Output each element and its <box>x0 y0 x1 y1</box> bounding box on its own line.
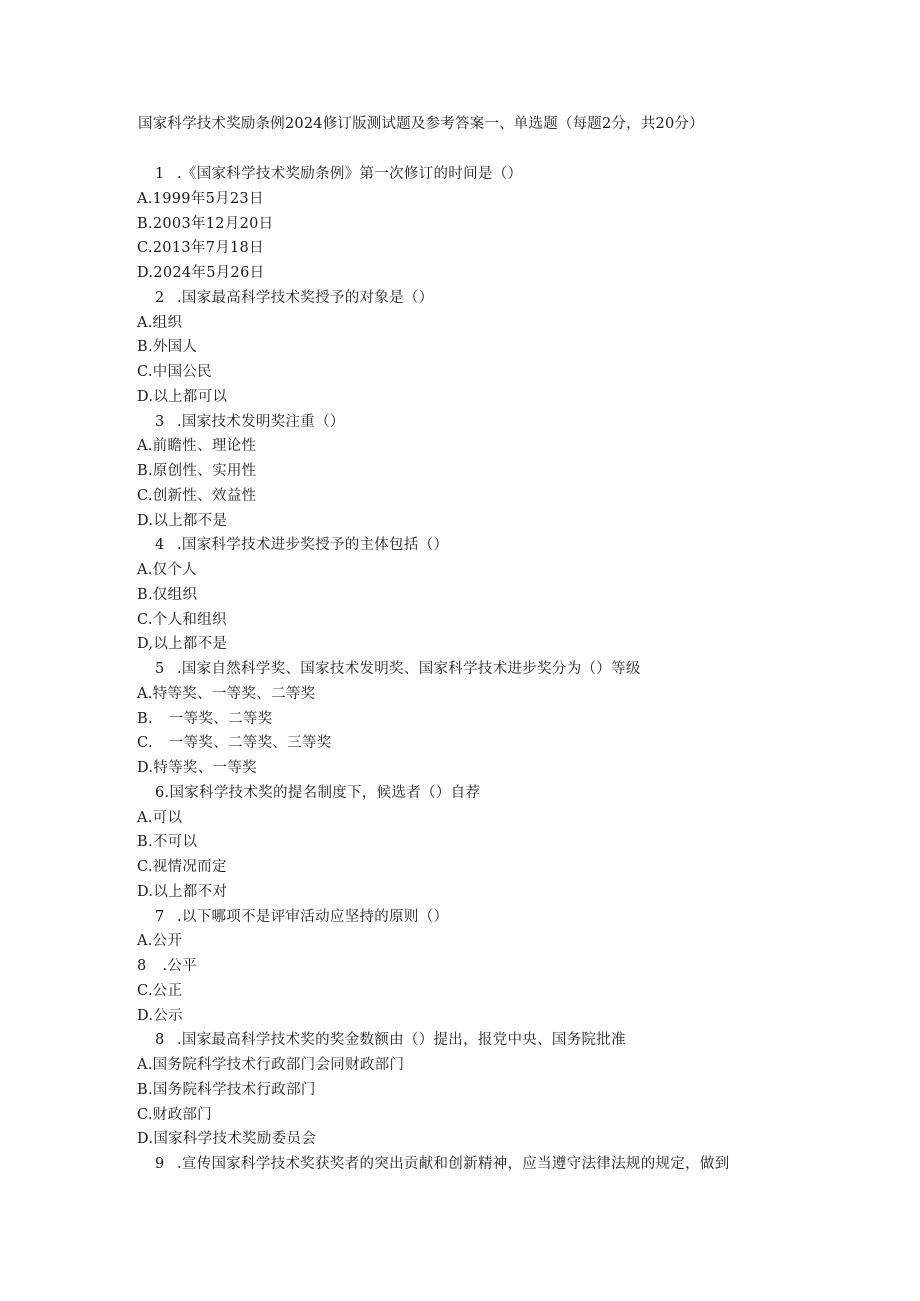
question-stem <box>137 162 777 187</box>
question-text: .国家技术发明奖注重（） <box>177 413 345 430</box>
answer-option: A.前瞻性、理论性 <box>137 438 257 455</box>
answer-option: C.视情况而定 <box>137 859 227 875</box>
answer-option: C.创新性、效益性 <box>137 487 257 504</box>
answer-option: D.公示 <box>137 1007 183 1024</box>
question-number: 1 <box>155 166 165 182</box>
question-stem <box>137 781 777 806</box>
option-label: C. <box>137 735 153 752</box>
answer-option: D,以上都不是 <box>137 636 228 653</box>
question-number: 2 <box>155 289 165 306</box>
answer-option: C.中国公民 <box>137 364 212 380</box>
answer-option: B.仅组织 <box>137 586 198 603</box>
answer-option: C.公正 <box>137 982 183 999</box>
answer-option: D.以上都不是 <box>137 512 228 529</box>
option-text: 一等奖、二等奖 <box>168 710 273 727</box>
question-stem <box>137 905 777 930</box>
answer-option: D.以上都不对 <box>137 883 228 900</box>
question-stem <box>137 533 777 558</box>
answer-option: D.以上都可以 <box>137 388 228 405</box>
question-number: 8 <box>155 1032 165 1049</box>
question-list <box>137 162 777 1177</box>
question-text: .国家最高科学技术奖授予的对象是（） <box>177 289 434 306</box>
answer-option <box>137 707 777 732</box>
question-text: .宣传国家科学技术奖获奖者的突出贡献和创新精神，应当遵守法律法规的规定，做到 <box>177 1156 730 1172</box>
answer-option <box>137 731 777 756</box>
question-text: .《国家科学技术奖励条例》第一次修订的时间是（） <box>177 166 523 182</box>
answer-option: B.2003年12月20日 <box>137 215 274 232</box>
answer-option: D.国家科学技术奖励委员会 <box>137 1131 317 1148</box>
answer-option: B.原创性、实用性 <box>137 463 257 479</box>
question-text: .国家最高科学技术奖的奖金数额由（）提出，报党中央、国务院批准 <box>177 1032 626 1049</box>
answer-option: C.财政部门 <box>137 1106 212 1123</box>
answer-option: A.国务院科学技术行政部门会同财政部门 <box>137 1057 405 1073</box>
answer-option: D.2024年5月26日 <box>137 265 265 281</box>
answer-option: A.特等奖、一等奖、二等奖 <box>137 685 316 702</box>
question-stem <box>137 410 777 435</box>
option-text: 一等奖、二等奖、三等奖 <box>168 735 332 752</box>
document-title: 国家科学技术奖励条例2024修订版测试题及参考答案一、单选题（每题2分，共20分） <box>138 116 704 132</box>
question-number: 7 <box>155 908 165 925</box>
question-text: .以下哪项不是评审活动应坚持的原则（） <box>177 908 449 925</box>
answer-option: A.组织 <box>137 314 183 331</box>
question-number: 5 <box>155 661 165 677</box>
answer-option: B.国务院科学技术行政部门 <box>137 1081 316 1098</box>
answer-option: A.公开 <box>137 933 183 950</box>
answer-option: C.个人和组织 <box>137 611 227 628</box>
question-number: 6 <box>155 784 165 801</box>
option-label: B. <box>137 710 153 727</box>
question-number: 3 <box>155 413 165 430</box>
question-number: 4 <box>155 537 165 554</box>
option-text: .公平 <box>162 958 198 974</box>
question-stem <box>137 1028 777 1053</box>
question-text: .国家自然科学奖、国家技术发明奖、国家科学技术进步奖分为（）等级 <box>177 661 641 677</box>
answer-option: B.不可以 <box>137 834 198 851</box>
question-number: 9 <box>155 1156 165 1172</box>
answer-option: A.仅个人 <box>137 562 198 578</box>
answer-option: B.外国人 <box>137 339 198 356</box>
answer-option: D.特等奖、一等奖 <box>137 760 257 776</box>
question-stem <box>137 657 777 682</box>
question-text: .国家科学技术奖的提名制度下，候选者（）自荐 <box>164 784 481 801</box>
answer-option: A.1999年5月23日 <box>137 190 264 207</box>
question-stem <box>137 1152 777 1177</box>
answer-option <box>137 954 777 979</box>
answer-option: C.2013年7月18日 <box>137 240 264 257</box>
option-label: 8 <box>137 958 147 974</box>
answer-option: A.可以 <box>137 809 183 826</box>
question-text: .国家科学技术进步奖授予的主体包括（） <box>177 537 449 554</box>
question-stem <box>137 286 777 311</box>
